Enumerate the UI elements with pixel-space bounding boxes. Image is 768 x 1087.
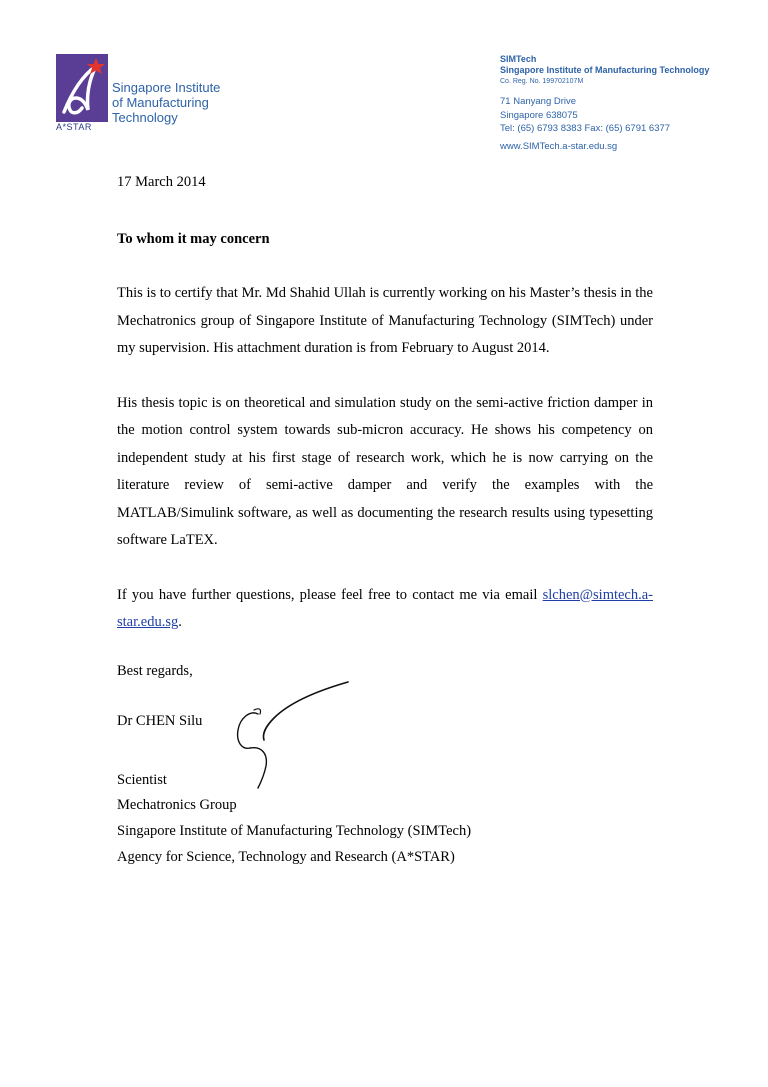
signatory-title: Scientist bbox=[117, 771, 167, 788]
contact-period: . bbox=[178, 614, 182, 630]
address-website[interactable]: www.SIMTech.a-star.edu.sg bbox=[500, 140, 618, 152]
letter-closing: Best regards, bbox=[117, 662, 193, 679]
letterhead-logo bbox=[56, 54, 296, 134]
address-city: Singapore 638075 bbox=[500, 109, 578, 121]
letter-salutation: To whom it may concern bbox=[117, 231, 270, 247]
astar-mark: A*STAR bbox=[56, 122, 92, 132]
signatory-institute: Singapore Institute of Manufacturing Technology (SIMTech) bbox=[117, 822, 472, 839]
company-reg-no: Co. Reg. No. 199702107M bbox=[500, 78, 584, 85]
logo-org-line-3: Technology bbox=[112, 110, 178, 125]
handwritten-signature-icon bbox=[228, 680, 353, 790]
logo-org-line-1: Singapore Institute bbox=[112, 80, 221, 95]
signatory-group: Mechatronics Group bbox=[117, 797, 237, 814]
signatory-agency: Agency for Science, Technology and Research (A*STAR) bbox=[117, 848, 455, 865]
company-short-name: SIMTech bbox=[500, 54, 537, 64]
letter-body bbox=[117, 172, 653, 870]
paragraph-contact bbox=[117, 582, 653, 637]
address-phone-fax: Tel: (65) 6793 8383 Fax: (65) 6791 6377 bbox=[500, 123, 671, 134]
letter-date: 17 March 2014 bbox=[117, 174, 206, 190]
contact-text: If you have further questions, please feel free to contact me via email bbox=[117, 586, 538, 603]
signatory-name: Dr CHEN Silu bbox=[117, 712, 203, 729]
address-street: 71 Nanyang Drive bbox=[500, 96, 577, 107]
logo-org-line-2: of Manufacturing bbox=[112, 95, 209, 110]
company-full-name: Singapore Institute of Manufacturing Technology bbox=[500, 65, 710, 75]
email-link[interactable]: slchen@simtech.a-star.edu.sg bbox=[117, 586, 654, 630]
paragraph-certification: This is to certify that Mr. Md Shahid Ullah is currently working on his Master’s thesis in the Mechatronics group of Singapore Institute of Manufacturing Technology (SIMTech) under my supervision. His attachment duration is from February to August 2014. bbox=[117, 285, 653, 356]
simtech-logo-icon bbox=[56, 54, 108, 122]
letterhead-address bbox=[500, 54, 750, 153]
signatory-details bbox=[117, 768, 653, 871]
paragraph-thesis-topic: His thesis topic is on theoretical and simulation study on the semi-active friction damper in the motion control system towards sub-micron accuracy. He shows his competency on independent study at his first stage of research work, which he is now carrying on the literature review of semi-active damper and verify the examples with the MATLAB/Simulink software, as well as documenting the research results using typesetting software LaTEX. bbox=[117, 394, 653, 548]
logo-org-name bbox=[112, 80, 220, 125]
